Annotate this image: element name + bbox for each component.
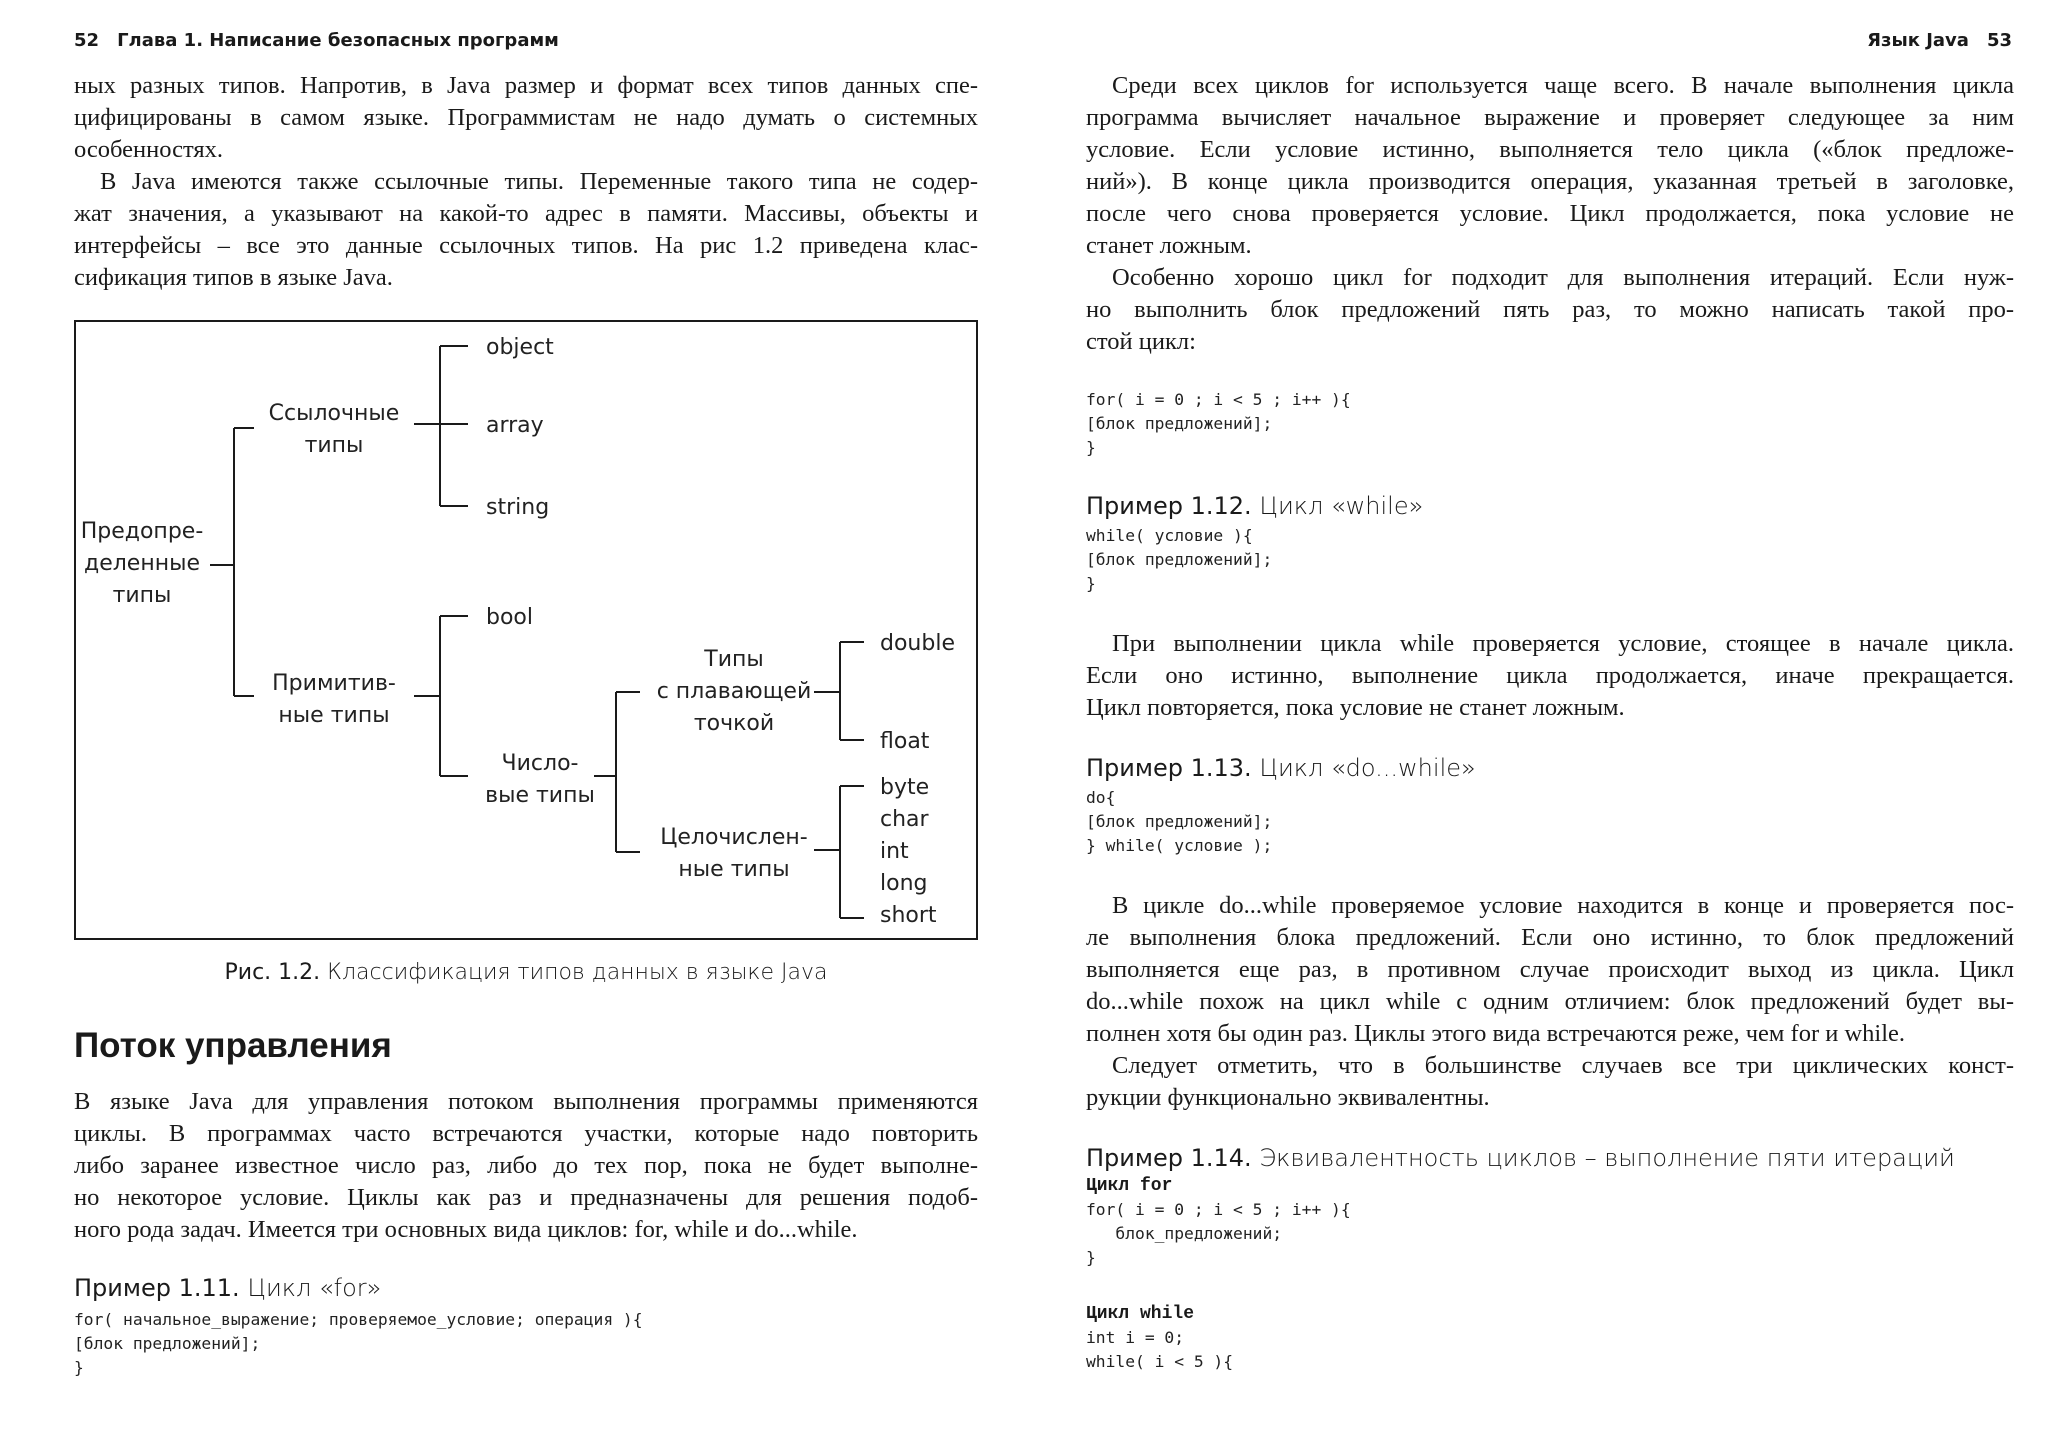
left-paragraph-3 [74,1086,978,1246]
text-line: Цикл повторяется, пока условие не станет ложным. [1086,694,1625,721]
sub-while-label: Цикл while [1086,1304,1195,1324]
node-reference [269,401,400,458]
example-1-14-label: Пример 1.14. [1086,1144,1252,1172]
text-line: Следует отметить, что в большинстве случаев все три циклических конст- [1112,1052,2014,1079]
text-line: циклы. В программах часто встречаются участки, которые надо повторить [74,1120,978,1147]
node-numeric-line: Число- [501,751,579,776]
text-line: Если оно истинно, выполнение цикла продолжается, иначе прекращается. [1086,662,2014,689]
node-reference-line: типы [304,433,364,458]
node-array: array [486,413,544,438]
node-long: long [880,871,928,896]
node-object: object [486,335,554,360]
sub-for-code: for( i = 0 ; i < 5 ; i++ ){ блок_предложений; } [1086,1200,1351,1267]
text-line: стой цикл: [1086,328,1196,355]
text-line: станет ложным. [1086,232,1252,259]
example-1-11-title: Цикл «for» [247,1274,382,1302]
node-integer-line: ные типы [678,857,790,882]
text-line: ле выполнения блока предложений. Если оно истинно, то блок предложений [1086,924,2014,951]
text-line: При выполнении цикла while проверяется условие, стоящее в начале цикла. [1112,630,2014,657]
text-line: но некоторое условие. Циклы как раз и предназначены для решения подоб- [74,1184,978,1211]
example-1-13-code: do{ [блок предложений]; } while( условие ); [1086,788,1273,855]
text-line: либо заранее известное число раз, либо до тех пор, пока не будет выполне- [74,1152,978,1179]
section-heading-block [74,1026,978,1066]
figure-caption [74,960,978,985]
text-line: В Java имеются также ссылочные типы. Переменные такого типа не содер- [100,168,978,195]
example-1-11-code: for( начальное_выражение; проверяемое_условие; операция ){ [блок предложений]; } [74,1310,643,1377]
text-line: ного рода задач. Имеется три основных вида циклов: for, while и do...while. [74,1216,858,1243]
node-floating-line: с плавающей [656,679,812,704]
type-classification-diagram [74,320,978,940]
right-paragraph-5 [1086,1050,2014,1114]
node-floating-line: Типы [704,647,764,672]
text-line: В языке Java для управления потоком выполнения программы применяются [74,1088,978,1115]
section-heading: Поток управления [74,1026,392,1065]
node-reference-line: Ссылочные [268,401,400,426]
node-int: int [880,839,909,864]
node-numeric [485,751,595,808]
sub-for-label: Цикл for [1086,1176,1173,1196]
right-page [1024,0,2048,1447]
figure-caption-text: Классификация типов данных в языке Java [327,960,828,985]
text-line: особенностях. [74,136,223,163]
left-paragraph-1 [74,70,978,166]
right-running-head [1867,30,2012,51]
left-running-head [74,30,559,51]
example-1-13-label: Пример 1.13. [1086,754,1252,782]
text-line: ных разных типов. Напротив, в Java размер и формат всех типов данных спе- [74,72,978,99]
example-1-13 [1086,754,2014,858]
left-page-number: 52 [74,30,100,51]
node-floating-point [657,647,812,736]
node-double: double [880,631,955,656]
example-1-12 [1086,492,2014,596]
right-paragraph-2 [1086,262,2014,358]
text-line: сификация типов в языке Java. [74,264,393,291]
node-predefined-line: Предопре- [80,519,204,544]
text-line: интерфейсы – все это данные ссылочных типов. На рис 1.2 приведена клас- [74,232,978,259]
example-1-12-heading [1086,492,2014,520]
example-1-12-title: Цикл «while» [1259,492,1424,520]
figure-caption-label: Рис. 1.2. [224,960,321,985]
right-paragraph-1 [1086,70,2014,262]
node-char: char [880,807,929,832]
example-1-12-code: while( условие ){ [блок предложений]; } [1086,526,1273,593]
example-1-14 [1086,1144,2014,1374]
node-integer-line: Целочислен- [660,825,808,850]
example-1-13-title: Цикл «do...while» [1259,754,1476,782]
text-line: ний»). В конце цикла производится операция, указанная третьей в заголовке, [1086,168,2014,195]
text-line: Среди всех циклов for используется чаще всего. В начале выполнения цикла [1112,72,2014,99]
text-line: цифицированы в самом языке. Программистам не надо думать о системных [74,104,978,131]
node-numeric-line: вые типы [485,783,595,808]
text-line: жат значения, а указывают на какой-то адрес в памяти. Массивы, объекты и [74,200,978,227]
text-line: полнен хотя бы один раз. Циклы этого вида встречаются реже, чем for и while. [1086,1020,1906,1047]
example-1-11 [74,1274,978,1380]
example-1-11-heading [74,1274,978,1302]
node-short: short [880,903,937,928]
left-paragraph-2 [74,166,978,294]
text-line: но выполнить блок предложений пять раз, то можно написать такой про- [1086,296,2014,323]
text-line: условие. Если условие истинно, выполняется тело цикла («блок предложе- [1086,136,2014,163]
text-line: Особенно хорошо цикл for подходит для выполнения итераций. Если нуж- [1112,264,2014,291]
node-predefined-line: типы [112,583,172,608]
right-running-head-title: Язык Java [1867,30,1969,51]
node-float: float [880,729,930,754]
code-for-loop: for( i = 0 ; i < 5 ; i++ ){ [блок предложений]; } [1086,390,1351,457]
text-line: В цикле do...while проверяемое условие находится в конце и проверяется пос- [1112,892,2014,919]
text-line: рукции функционально эквивалентны. [1086,1084,1490,1111]
example-1-14-heading [1086,1144,2014,1172]
node-floating-line: точкой [693,711,775,736]
left-running-head-title: Глава 1. Написание безопасных программ [117,30,559,51]
node-primitive [272,671,396,728]
node-bool: bool [486,605,533,630]
node-string: string [486,495,550,520]
example-1-11-label: Пример 1.11. [74,1274,240,1302]
text-line: do...while похож на цикл while с одним отличием: блок предложений будет вы- [1086,988,2014,1015]
text-line: после чего снова проверяется условие. Цикл продолжается, пока условие не [1086,200,2014,227]
node-primitive-line: Примитив- [272,671,396,696]
node-byte: byte [880,775,930,800]
node-predefined-line: деленные [83,551,201,576]
node-integer [660,825,807,882]
node-primitive-line: ные типы [278,703,390,728]
text-line: выполняется еще раз, в противном случае происходит выход из цикла. Цикл [1086,956,2014,983]
node-predefined [81,519,204,608]
example-1-13-heading [1086,754,2014,782]
example-1-12-label: Пример 1.12. [1086,492,1252,520]
right-page-number: 53 [1986,30,2012,51]
right-paragraph-3 [1086,628,2014,724]
text-line: программа вычисляет начальное выражение и проверяет следующее за ним [1086,104,2014,131]
sub-while-code: int i = 0; while( i < 5 ){ [1086,1328,1234,1371]
right-paragraph-4 [1086,890,2014,1050]
example-1-14-title: Эквивалентность циклов – выполнение пяти итераций [1259,1144,1955,1172]
